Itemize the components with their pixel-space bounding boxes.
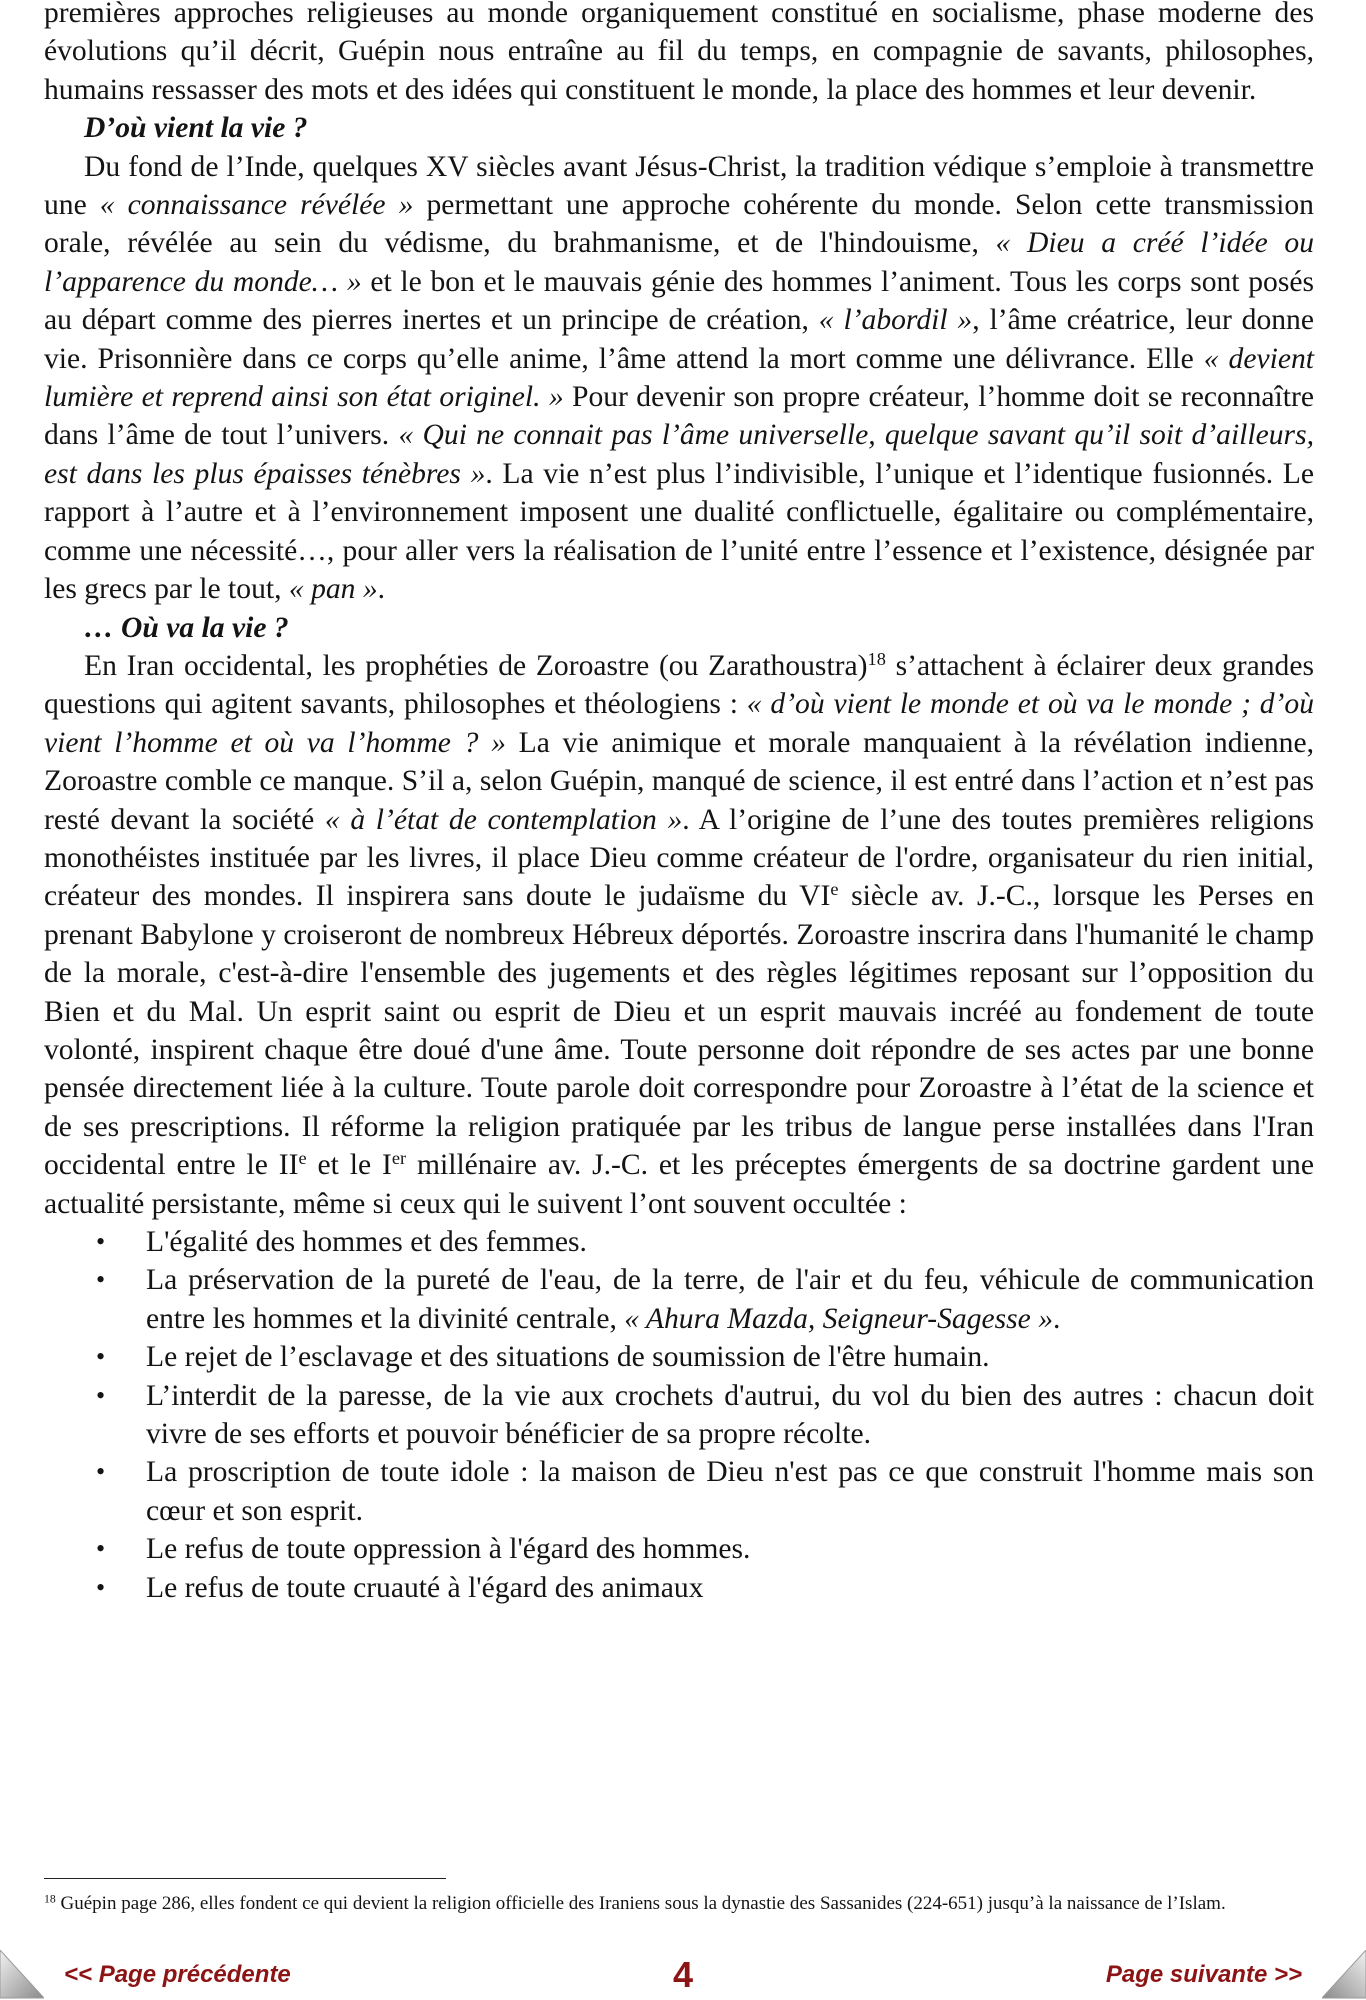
section-heading-origin: D’où vient la vie ? [84,112,308,145]
page-navigation [0,1950,1366,2000]
quote: « connaissance révélée » [99,189,414,222]
quote: « à l’état de contemplation » [324,803,683,836]
next-page-link[interactable] [1106,1950,1366,2000]
footnote [44,1890,1314,1917]
footnote-ref[interactable]: 18 [867,648,886,669]
footnote-separator [44,1878,446,1879]
list-item: • Le refus de toute cruauté à l'égard des animaux [44,1569,1314,1607]
bullet-icon: • [96,1342,106,1372]
page-number: 4 [672,1954,694,1995]
paragraph-intro: premières approches religieuses au monde organiquement constitué en socialisme, phase moderne des évolutions qu’il décrit, Guépin nous entraîne au fil du temps, en compagnie de savants, philosophes, humains ressasser des mots et des idées qui constituent le monde, la place des hommes et leur devenir. [44,0,1314,106]
bullet-icon: • [96,1534,106,1564]
previous-page-link[interactable] [0,1950,291,2000]
quote: « Dieu a créé l’idée ou l’apparence du monde… » [44,227,1314,298]
list-item: • L’interdit de la paresse, de la vie aux crochets d'autrui, du vol du bien des autres : chacun doit vivre de ses efforts et pouvoir bénéficier de sa propre récolte. [44,1377,1314,1454]
list-item: • La proscription de toute idole : la maison de Dieu n'est pas ce que construit l'homme mais son cœur et son esprit. [44,1453,1314,1530]
list-item: • Le refus de toute oppression à l'égard des hommes. [44,1530,1314,1568]
next-page-label: Page suivante >> [1105,1961,1302,1988]
triangle-left-icon [0,1950,44,2000]
bullet-icon: • [96,1457,106,1487]
section-heading-destination: … Où va la vie ? [84,611,289,644]
bullet-icon: • [96,1380,106,1410]
triangle-right-icon [1322,1950,1366,2000]
quote: « d’où vient le monde et où va le monde ; d’où vient l’homme et où va l’homme ? » [44,688,1314,759]
quote: « pan » [288,573,378,606]
list-item: • Le rejet de l’esclavage et des situations de soumission de l'être humain. [44,1338,1314,1376]
list-item: • L'égalité des hommes et des femmes. [44,1223,1314,1261]
bullet-icon: • [96,1265,106,1295]
list-item: • La préservation de la pureté de l'eau, de la terre, de l'air et du feu, véhicule de communication entre les hommes et la divinité centrale, « Ahura Mazda, Seigneur-Sagesse ». [44,1261,1314,1338]
previous-page-label: << Page précédente [64,1961,291,1988]
bullet-icon: • [96,1227,106,1256]
bullet-icon: • [96,1572,106,1602]
paragraph-zoroaster: En Iran occidental, les prophéties de Zoroastre (ou Zarathoustra)$^{18}$ s’attachent à éclairer deux grandes questions qui agitent savants, philosophes et théologiens : « d’où vient le monde et où va le monde ; d’où vient l’homme et où va l’homme ? » La vie animique et morale manquaient à la révélation indienne, Zoroastre comble ce manque. S’il a, selon Guépin, manqué de science, il est entré dans l’action et n’est pas resté devant la société « à l’état de contemplation ». A l’origine de l’une des toutes premières religions monothéistes instituée par les livres, il place Dieu comme créateur de l'ordre, organisateur du rien initial, créateur des mondes. Il inspirera sans doute le judaïsme du VIe siècle av. J.-C., lorsque les Perses en prenant Babylone y croiseront de nombreux Hébreux déportés. Zoroastre inscrira dans l'humanité le champ de la morale, c'est-à-dire l'ensemble des jugements et des règles légitimes reposant sur l’opposition du Bien et du Mal. Un esprit saint ou esprit de Dieu et un esprit mauvais incréé au fondement de toute volonté, inspirent chaque être doué d'une âme. Toute personne doit répondre de ses actes par une bonne pensée directement liée à la culture. Toute parole doit correspondre pour Zoroastre à l’état de la science et de ses prescriptions. Il réforme la religion pratiquée par les tribus de langue perse installées dans l'Iran occidental entre le IIe et le Ier millénaire av. J.-C. et les préceptes émergents de sa doctrine gardent une actualité persistante, même si ceux qui le suivent l’ont souvent occultée : [44,648,1314,1220]
footnote-number: 18 [44,1892,56,1906]
precepts-list [44,1223,1314,1607]
body-text [44,0,1314,1607]
footnote-text: Guépin page 286, elles fondent ce qui devient la religion officielle des Iraniens sous la dynastie des Sassanides (224-651) jusqu’à la naissance de l’Islam. [55,1893,1226,1914]
paragraph-vedic: Du fond de l’Inde, quelques XV siècles avant Jésus-Christ, la tradition védique s’emploie à transmettre une « connaissance révélée » permettant une approche cohérente du monde. Selon cette transmission orale, révélée au sein du védisme, du brahmanisme, et de l'hindouisme, « Dieu a créé l’idée ou l’apparence du monde… » et le bon et le mauvais génie des hommes l’animent. Tous les corps sont posés au départ comme des pierres inertes et un principe de création, « l’abordil », l’âme créatrice, leur donne vie. Prisonnière dans ce corps qu’elle anime, l’âme attend la mort comme une délivrance. Elle « devient lumière et reprend ainsi son état originel. » Pour devenir son propre créateur, l’homme doit se reconnaître dans l’âme de tout l’univers. « Qui ne connait pas l’âme universelle, quelque savant qu’il soit d’ailleurs, est dans les plus épaisses ténèbres ». La vie n’est plus l’indivisible, l’unique et l’identique fusionnés. Le rapport à l’autre et à l’environnement imposent une dualité conflictuelle, égalitaire ou complémentaire, comme une nécessité…, pour aller vers la réalisation de l’unité entre l’essence et l’existence, désignée par les grecs par le tout, « pan ». [44,150,1315,606]
quote: « l’abordil » [818,304,973,337]
quote: « Qui ne connait pas l’âme universelle, quelque savant qu’il soit d’ailleurs, est dans les plus épaisses ténèbres » [44,419,1314,490]
quote: « devient lumière et reprend ainsi son état originel. » [44,342,1314,414]
